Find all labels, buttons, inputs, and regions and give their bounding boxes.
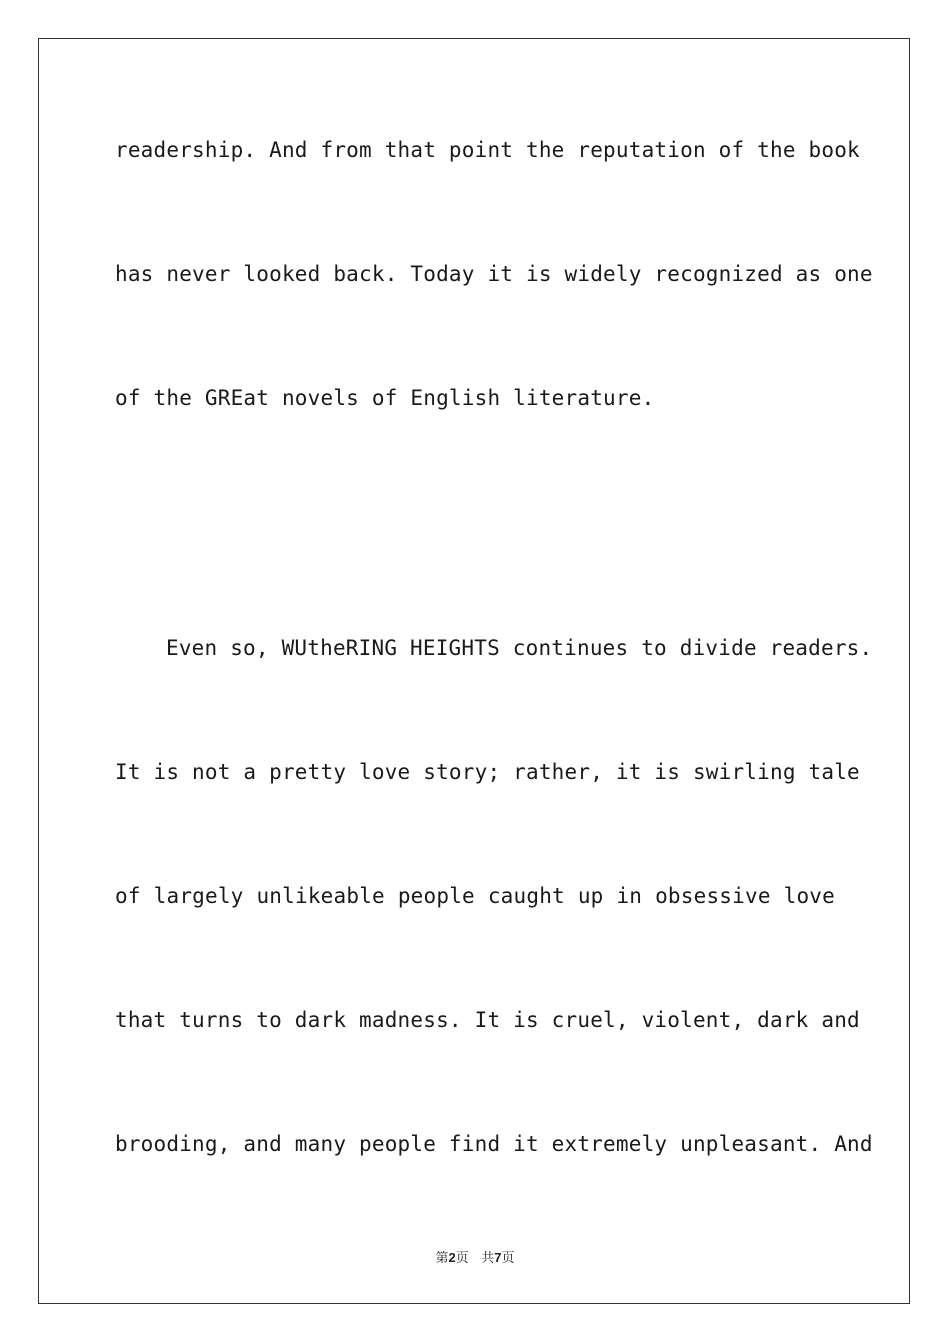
page-suffix: 页 [455, 1251, 469, 1266]
total-pages: 7 [494, 1250, 502, 1265]
total-suffix: 页 [501, 1251, 515, 1266]
paragraph-1 [115, 130, 873, 418]
text-line: of largely unlikeable people caught up in obsessive love [115, 884, 835, 908]
text-line: Even so, WUtheRING HEIGHTS continues to divide readers. [166, 636, 873, 660]
page-prefix: 第 [435, 1251, 449, 1266]
text-line: has never looked back. Today it is widely recognized as one [115, 262, 873, 286]
text-line: It is not a pretty love story; rather, it is swirling tale [115, 760, 860, 784]
text-line: that turns to dark madness. It is cruel, violent, dark and [115, 1008, 860, 1032]
total-prefix: 共 [481, 1251, 495, 1266]
paragraph-2 [115, 628, 873, 1164]
text-line: of the GREat novels of English literature. [115, 386, 655, 410]
page-footer [0, 1247, 950, 1266]
page-number: 2 [448, 1250, 456, 1265]
text-line: brooding, and many people find it extremely unpleasant. And [115, 1132, 873, 1156]
text-line: readership. And from that point the reputation of the book [115, 138, 860, 162]
